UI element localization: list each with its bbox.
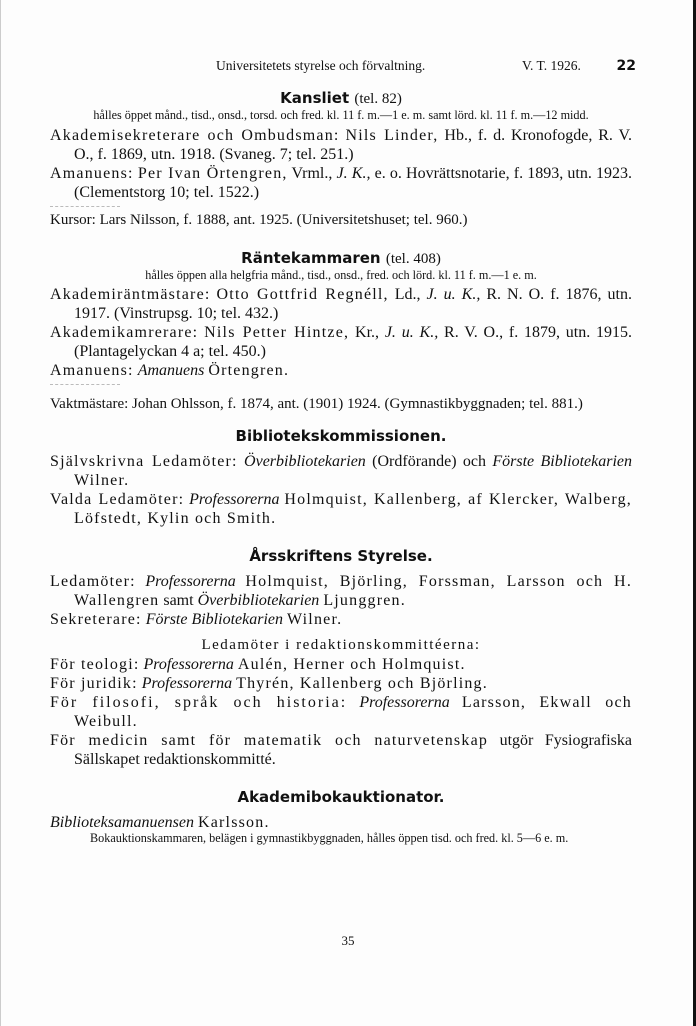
law-names: Thyrén, Kallenberg och Björling. (236, 675, 488, 692)
rantekammaren-title: Räntekammaren (241, 248, 381, 267)
kamrerare-name: Nils Petter Hintze, (204, 324, 350, 341)
kansliet-tel: (tel. 82) (354, 91, 402, 107)
law-title: Professorerna (141, 675, 233, 692)
bk-elected-label: Valda Ledamöter: (50, 491, 185, 508)
bibliotekskommissionen-heading: Bibliotekskommissionen. (235, 427, 447, 445)
as-members-names: Holmquist, Björling, Forssman, Larsson och H. Wallengren (74, 573, 633, 609)
kansliet-secretary (50, 126, 632, 164)
as-secretary-title: Förste Bibliotekarien (145, 611, 283, 628)
bokauktion-note: Bokauktionskammaren, belägen i gymnastikbyggnaden, hålles öppen tisd. och fred. kl. 5—6 e. m. (90, 831, 569, 845)
bk-self-label: Självskrivna Ledamöter: (50, 453, 238, 470)
secretary-name: Nils Linder, (345, 126, 439, 144)
rk-amanuens-name: Örtengren. (208, 362, 290, 379)
rk-amanuens-label: Amanuens: (50, 362, 134, 379)
rantekammaren-heading (50, 248, 632, 269)
rantekammaren-kamrerare (50, 323, 632, 361)
amanuens-details: e. o. Hovrättsnotarie, f. 1893, utn. 1923. (Clementstorg 10; tel. 1522.) (74, 164, 633, 201)
amanuens-origin: Vrml., (291, 164, 333, 182)
amanuens-name: Per Ivan Örtengren, (137, 164, 288, 182)
rantmastare-origin: Ld., (394, 286, 421, 303)
as-members-title: Professorerna (145, 573, 236, 590)
bk-elected-members (50, 490, 632, 528)
philosophy-label: För filosofi, språk och historia: (50, 694, 348, 711)
committee-theology (50, 655, 632, 674)
law-label: För juridik: (50, 675, 138, 692)
as-secretary-name: Wilner. (287, 611, 343, 628)
bk-elected-names: Holmquist, Kallenberg, af Klercker, Walberg, Löfstedt, Kylin och Smith. (74, 491, 632, 527)
rantekammaren-tel: (tel. 408) (385, 250, 441, 267)
kansliet-heading (50, 88, 632, 109)
secretary-details: Hb., f. d. Kronofogde, R. V. O., f. 1869, utn. 1918. (Svaneg. 7; tel. 251.) (74, 126, 633, 163)
committee-heading: Ledamöter i redaktionskommittéerna: (201, 637, 481, 653)
philosophy-names: Larsson, Ekwall och Weibull. (74, 694, 632, 730)
kamrerare-details: R. V. O., f. 1879, utn. 1915. (Plantagelyckan 4 a; tel. 450.) (74, 324, 633, 360)
rantmastare-label: Akademiräntmästare: (50, 286, 211, 303)
committee-medicine (50, 731, 632, 769)
kansliet-amanuens (50, 164, 632, 202)
bokauktion-name: Karlsson. (197, 814, 270, 831)
running-head (216, 58, 636, 74)
as-members-label: Ledamöter: (50, 573, 136, 590)
divider (50, 384, 120, 385)
medicine-label: För medicin samt för matematik och naturvetenskap (50, 732, 489, 749)
rantmastare-name: Otto Gottfrid Regnéll, (216, 286, 389, 303)
committee-philosophy (50, 693, 632, 731)
bokauktion-person (50, 813, 632, 832)
arsskriften-members (50, 572, 632, 610)
rantekammaren-amanuens (50, 361, 632, 380)
as-members-and: samt (163, 592, 194, 609)
theology-label: För teologi: (50, 656, 140, 673)
kamrerare-degree: J. u. K., (384, 324, 439, 341)
secretary-label: Akademisekreterare och Ombudsman: (50, 126, 340, 144)
amanuens-degree: J. K., (336, 164, 371, 182)
as-members-name2: Ljunggren. (323, 592, 406, 609)
kansliet-title: Kansliet (280, 89, 350, 107)
kamrerare-label: Akademikamrerare: (50, 324, 199, 341)
as-secretary-label: Sekreterare: (50, 611, 142, 628)
bokauktion-heading: Akademibokauktionator. (237, 788, 445, 806)
page-content (50, 88, 632, 849)
running-head-title: Universitetets styrelse och förvaltning. (216, 58, 426, 73)
as-members-title2: Överbibliotekarien (197, 592, 320, 609)
philosophy-title: Professorerna (359, 694, 450, 711)
medicine-details: utgör Fysiografiska Sällskapet redaktionskommitté. (74, 732, 633, 768)
bk-self-role: (Ordförande) och (372, 453, 487, 470)
kansliet-hours: hålles öppet månd., tisd., onsd., torsd. och fred. kl. 11 f. m.—1 e. m. samt lörd. kl. 11 f. m.—12 midd. (93, 108, 589, 122)
kamrerare-origin: Kr., (355, 324, 380, 341)
bk-self-title: Överbibliotekarien (244, 453, 366, 470)
amanuens-label: Amanuens: (50, 164, 134, 182)
bokauktion-title: Biblioteksamanuensen (50, 814, 194, 831)
page-edge-left (0, 0, 1, 1026)
arsskriften-secretary (50, 610, 632, 629)
rantekammaren-hours: hålles öppen alla helgfria månd., tisd., onsd., fred. och lörd. kl. 11 f. m.—1 e. m. (145, 267, 537, 282)
bk-elected-title: Professorerna (189, 491, 280, 508)
page-number: 35 (341, 933, 355, 948)
theology-names: Aulén, Herner och Holmquist. (237, 656, 466, 673)
bk-self-name: Wilner. (74, 472, 130, 489)
arsskriften-heading: Årsskriftens Styrelse. (249, 547, 433, 565)
rantekammaren-vaktmastare: Vaktmästare: Johan Ohlsson, f. 1874, ant. (1901) 1924. (Gymnastikbyggnaden; tel. 881.) (50, 396, 583, 412)
rantmastare-details: R. N. O. f. 1876, utn. 1917. (Vinstrupsg. 10; tel. 432.) (74, 286, 632, 322)
rantekammaren-rantmastare (50, 285, 632, 323)
divider (50, 206, 120, 207)
rk-amanuens-title: Amanuens (137, 362, 205, 379)
committee-law (50, 674, 632, 693)
rantmastare-degree: J. u. K., (426, 286, 481, 303)
running-head-number: 22 (616, 58, 636, 74)
running-head-volume: V. T. 1926. (522, 58, 581, 73)
bk-self-title2: Förste Bibliotekarien (492, 453, 633, 470)
theology-title: Professorerna (143, 656, 234, 673)
kansliet-kursor: Kursor: Lars Nilsson, f. 1888, ant. 1925. (Universitetshuset; tel. 960.) (50, 211, 468, 228)
bk-self-members (50, 452, 632, 490)
